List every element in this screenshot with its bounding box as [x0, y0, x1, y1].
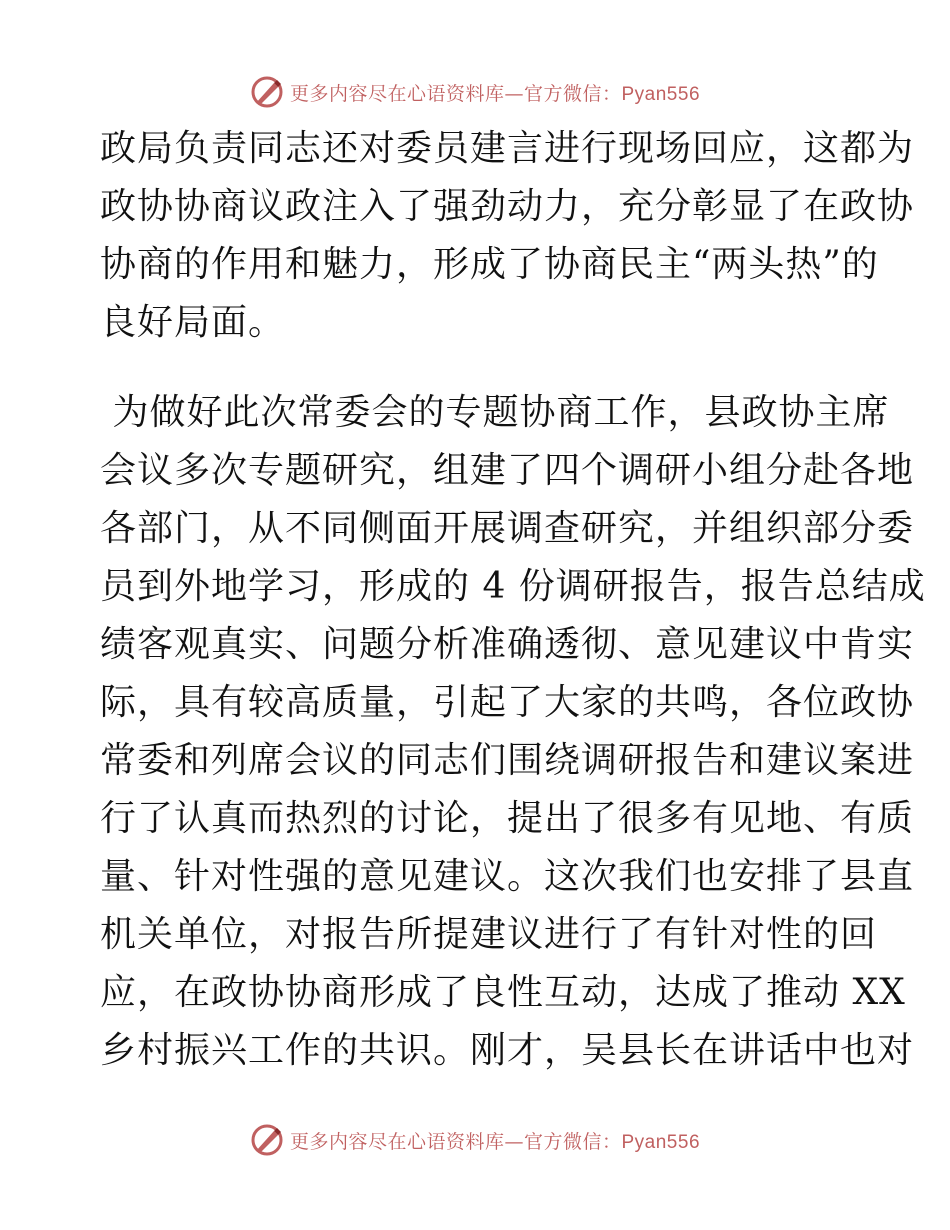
text-line: 量、针对性强的意见建议。这次我们也安排了县直	[100, 856, 915, 897]
text-line: 各部门，从不同侧面开展调查研究，并组织部分委	[100, 508, 915, 549]
text-line: 际，具有较高质量，引起了大家的共鸣，各位政协	[100, 682, 915, 723]
pen-logo-icon	[250, 1123, 284, 1157]
pen-logo-icon	[250, 75, 284, 109]
text-line: 绩客观真实、问题分析准确透彻、意见建议中肯实	[100, 624, 915, 665]
watermark-text: 更多内容尽在心语资料库—官方微信：Pyan556	[289, 82, 701, 105]
text-line: 为做好此次常委会的专题协商工作，县政协主席	[100, 392, 890, 433]
text-line: 常委和列席会议的同志们围绕调研报告和建议案进	[100, 740, 915, 781]
header-watermark	[0, 72, 950, 112]
text-line: 乡村振兴工作的共识。刚才，吴县长在讲话中也对	[100, 1030, 915, 1071]
watermark-text: 更多内容尽在心语资料库—官方微信：Pyan556	[289, 1130, 701, 1153]
text-line: 员到外地学习，形成的 4 份调研报告，报告总结成	[100, 566, 926, 607]
footer-watermark	[0, 1120, 950, 1160]
watermark-wechat-id: Pyan556	[621, 1131, 701, 1153]
paragraph-2	[100, 384, 926, 1080]
document-body	[100, 120, 926, 1080]
text-line: 协商的作用和魅力，形成了协商民主“两头热”的	[100, 244, 879, 285]
text-line: 政协协商议政注入了强劲动力，充分彰显了在政协	[100, 186, 915, 227]
watermark-wechat-id: Pyan556	[621, 83, 701, 105]
text-line: 机关单位，对报告所提建议进行了有针对性的回	[100, 914, 878, 955]
text-line: 良好局面。	[100, 302, 286, 343]
paragraph-1	[100, 120, 915, 352]
paragraph-gap	[100, 352, 850, 384]
text-line: 会议多次专题研究，组建了四个调研小组分赴各地	[100, 450, 915, 491]
text-line: 应，在政协协商形成了良性互动，达成了推动 XX	[100, 972, 906, 1013]
text-line: 政局负责同志还对委员建言进行现场回应，这都为	[100, 128, 915, 169]
text-line: 行了认真而热烈的讨论，提出了很多有见地、有质	[100, 798, 915, 839]
